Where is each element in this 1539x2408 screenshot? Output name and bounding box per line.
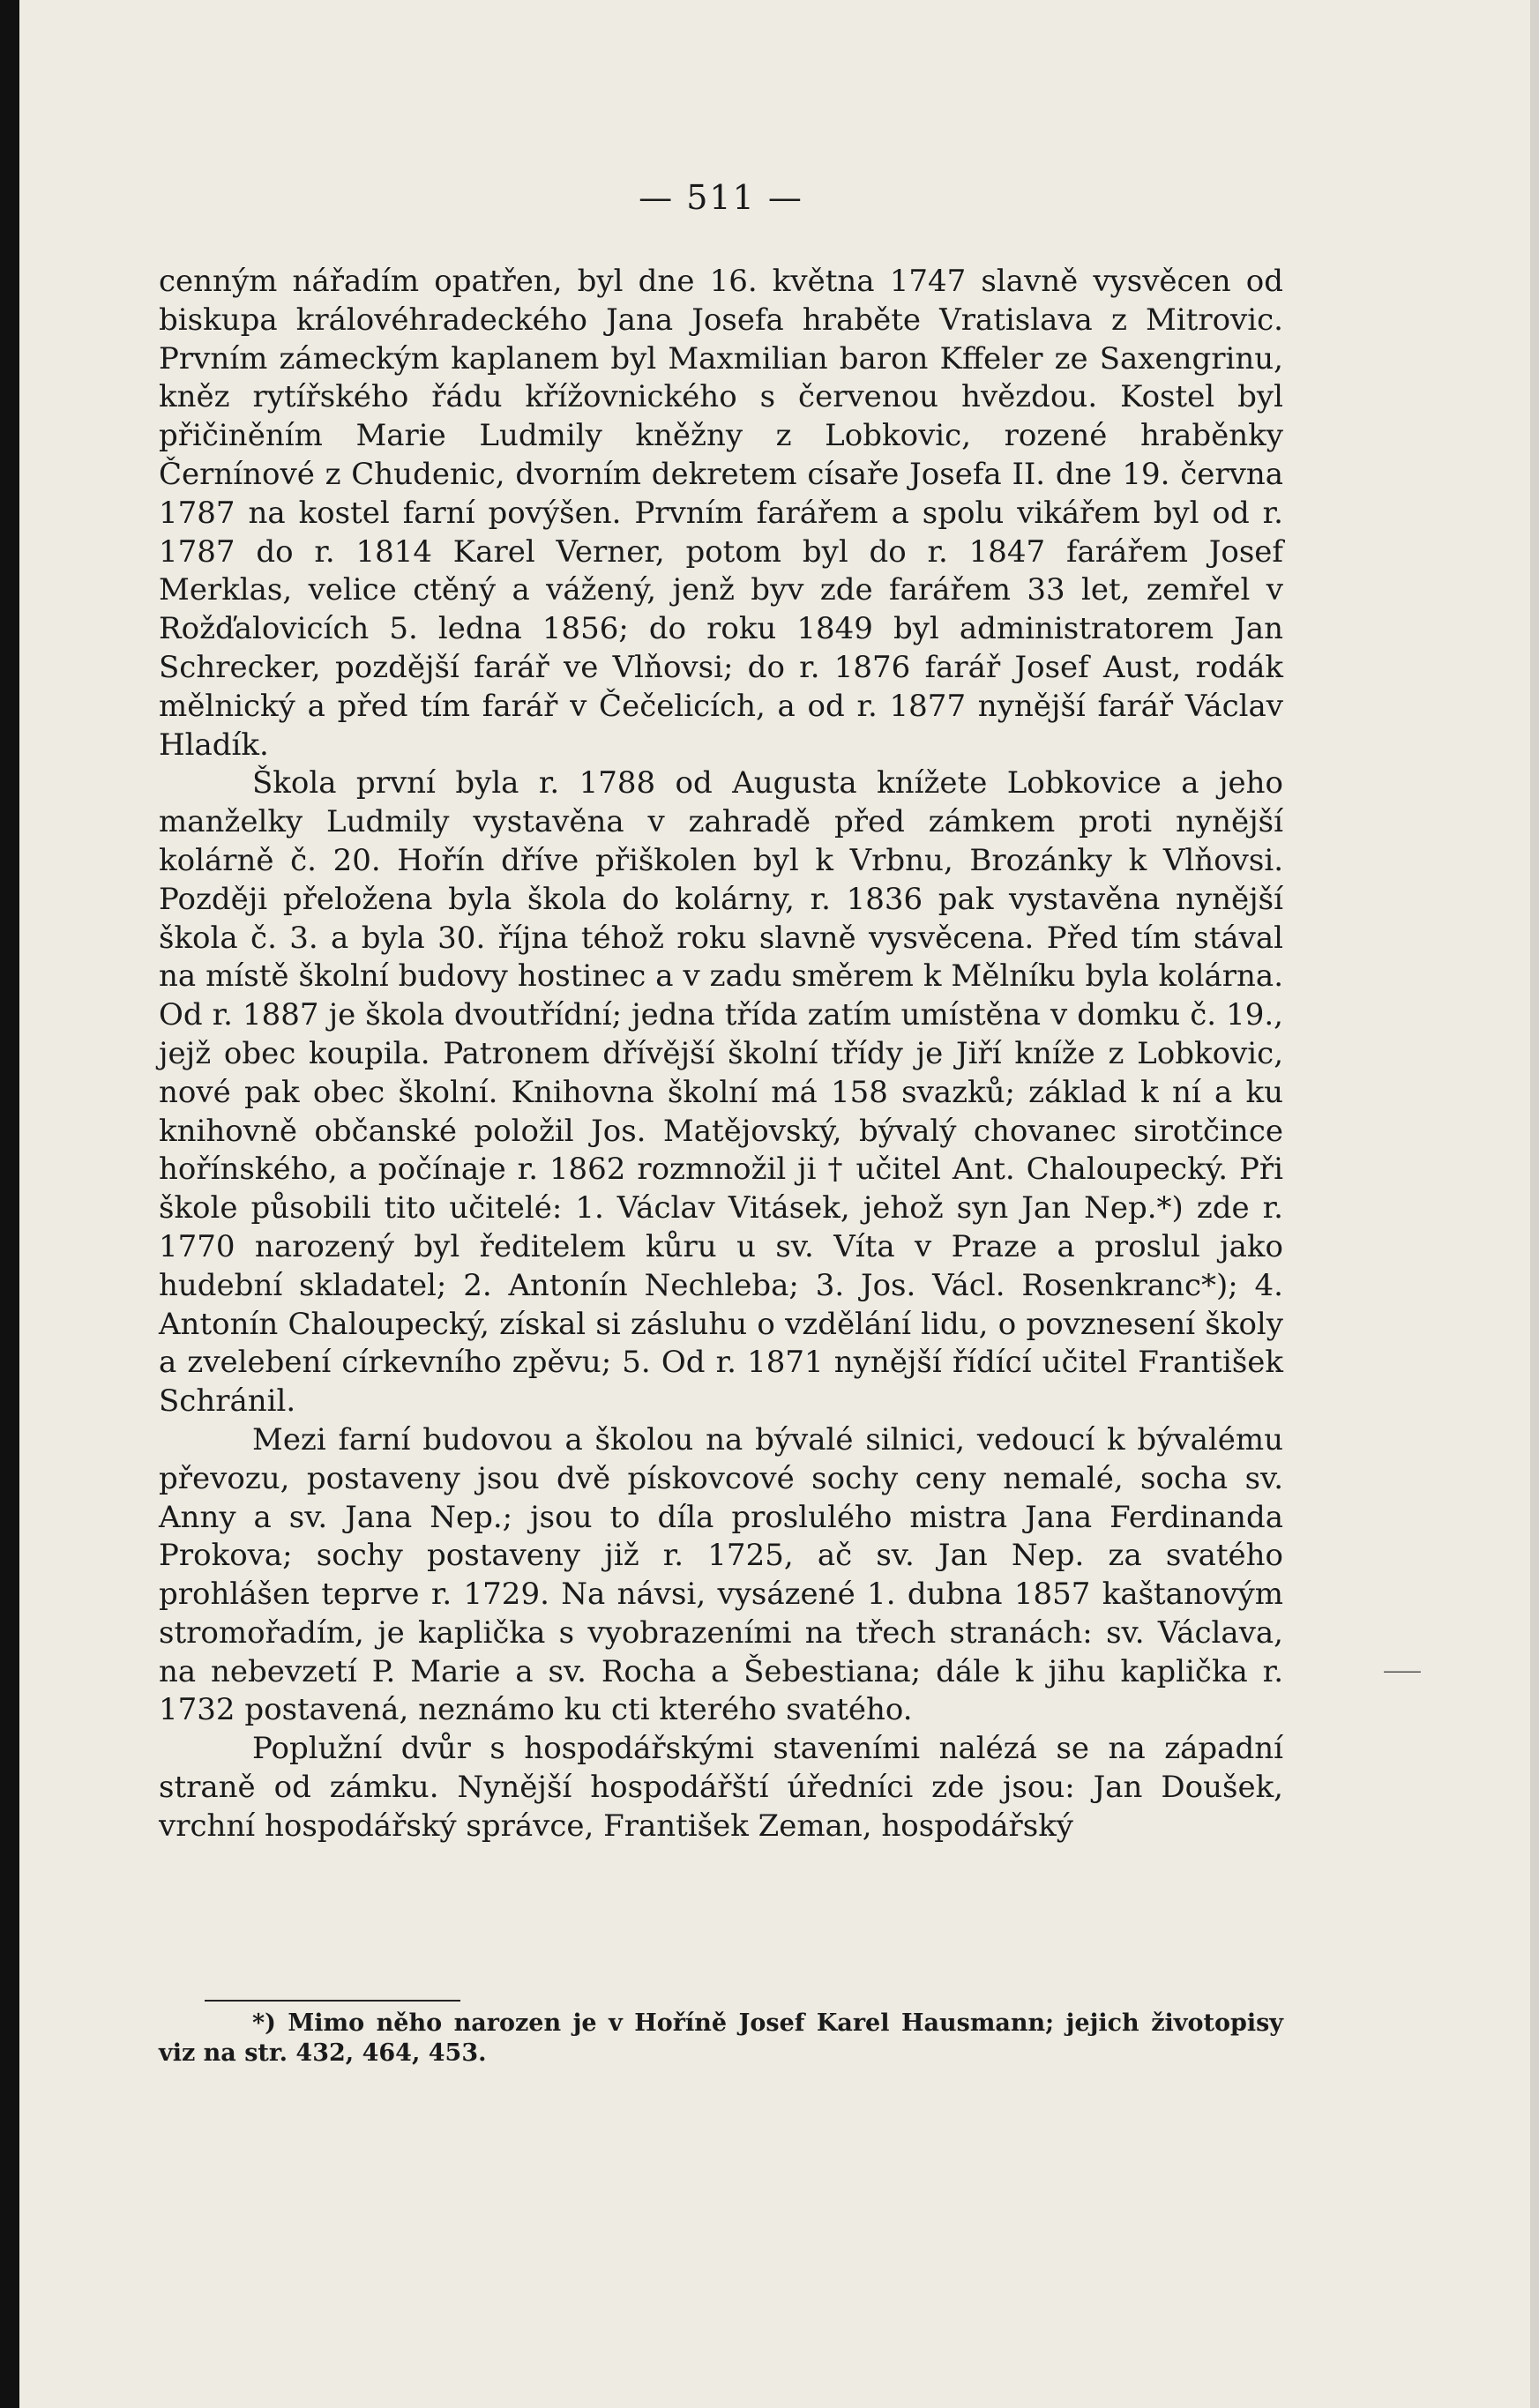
page-number: — 511 — xyxy=(639,178,803,217)
paragraph-church: cenným nářadím opatřen, byl dne 16. května 1747 slavně vysvěcen od biskupa královéhradeckého Jana Josefa hraběte Vratislava z Mitrovic. Prvním zámeckým kaplanem byl Maxmilian baron Kffeler ze Saxengrinu, kněz rytířského řádu křížovnického s červenou hvězdou. Kostel byl přičiněním Marie Ludmily kněžny z Lobkovic, rozené hraběnky Černínové z Chudenic, dvorním dekretem císaře Josefa II. dne 19. června 1787 na kostel farní povýšen. Prvním farářem a spolu vikářem byl od r. 1787 do r. 1814 Karel Verner, potom byl do r. 1847 farářem Josef Merklas, velice ctěný a vážený, jenž byv zde farářem 33 let, zemřel v Rožďalovicích 5. ledna 1856; do roku 1849 byl administratorem Jan Schrecker, pozdější farář ve Vlňovsi; do r. 1876 farář Josef Aust, rodák mělnický a před tím farář v Čečelicích, a od r. 1877 nynější farář Václav Hladík. xyxy=(159,264,1283,763)
footnote: *) Mimo něho narozen je v Hoříně Josef Karel Hausmann; jejich životopisy viz na str. 432, 464, 453. xyxy=(159,2009,1283,2067)
body-text xyxy=(159,263,1283,1846)
paragraph-statues: Mezi farní budovou a školou na bývalé silnici, vedoucí k bývalému převozu, postaveny jsou dvě pískovcové sochy ceny nemalé, socha sv. Anny a sv. Jana Nep.; jsou to díla proslulého mistra Jana Ferdinanda Prokova; sochy postaveny již r. 1725, ač sv. Jan Nep. za svatého prohlášen teprve r. 1729. Na návsi, vysázené 1. dubna 1857 kaštanovým stromořadím, je kaplička s vyobrazeními na třech stranách: sv. Václava, na nebevzetí P. Marie a sv. Rocha a Šebestiana; dále k jihu kaplička r. 1732 postavená, neznámo ku cti kterého svatého. xyxy=(159,1421,1283,1728)
paragraph-farmstead: Poplužní dvůr s hospodářskými staveními nalézá se na západní straně od zámku. Nynější hospodářští úředníci zde jsou: Jan Doušek, vrchní hospodářský správce, František Zeman, hospodářský xyxy=(159,1731,1283,1844)
paragraph-school: Škola první byla r. 1788 od Augusta knížete Lobkovice a jeho manželky Ludmily vystavěna v zahradě před zámkem proti nynější kolárně č. 20. Hořín dříve přiškolen byl k Vrbnu, Brozánky k Vlňovsi. Později přeložena byla škola do kolárny, r. 1836 pak vystavěna nynější škola č. 3. a byla 30. října téhož roku slavně vysvěcena. Před tím stával na místě školní budovy hostinec a v zadu směrem k Mělníku byla kolárna. Od r. 1887 je škola dvoutřídní; jedna třída zatím umístěna v domku č. 19., jejž obec koupila. Patronem dřívější školní třídy je Jiří kníže z Lobkovic, nové pak obec školní. Knihovna školní má 158 svazků; základ k ní a ku knihovně občanské položil Jos. Matějovský, bývalý chovanec sirotčince hořínského, a počínaje r. 1862 rozmnožil ji † učitel Ant. Chaloupecký. Při škole působili tito učitelé: 1. Václav Vitásek, jehož syn Jan Nep.*) zde r. 1770 narozený byl ředitelem kůru u sv. Víta v Praze a proslul jako hudební skladatel; 2. Antonín Nechleba; 3. Jos. Václ. Rosenkranc*); 4. Antonín Chaloupecký, získal si zásluhu o vzdělání lidu, o povznesení školy a zvelebení církevního zpěvu; 5. Od r. 1871 nynější řídící učitel František Schránil. xyxy=(159,765,1283,1420)
margin-mark-icon: ⸺ xyxy=(1383,1658,1422,1684)
scan-left-edge xyxy=(0,0,19,2408)
scan-right-edge xyxy=(1530,0,1539,2408)
footnote-divider xyxy=(205,2000,460,2002)
